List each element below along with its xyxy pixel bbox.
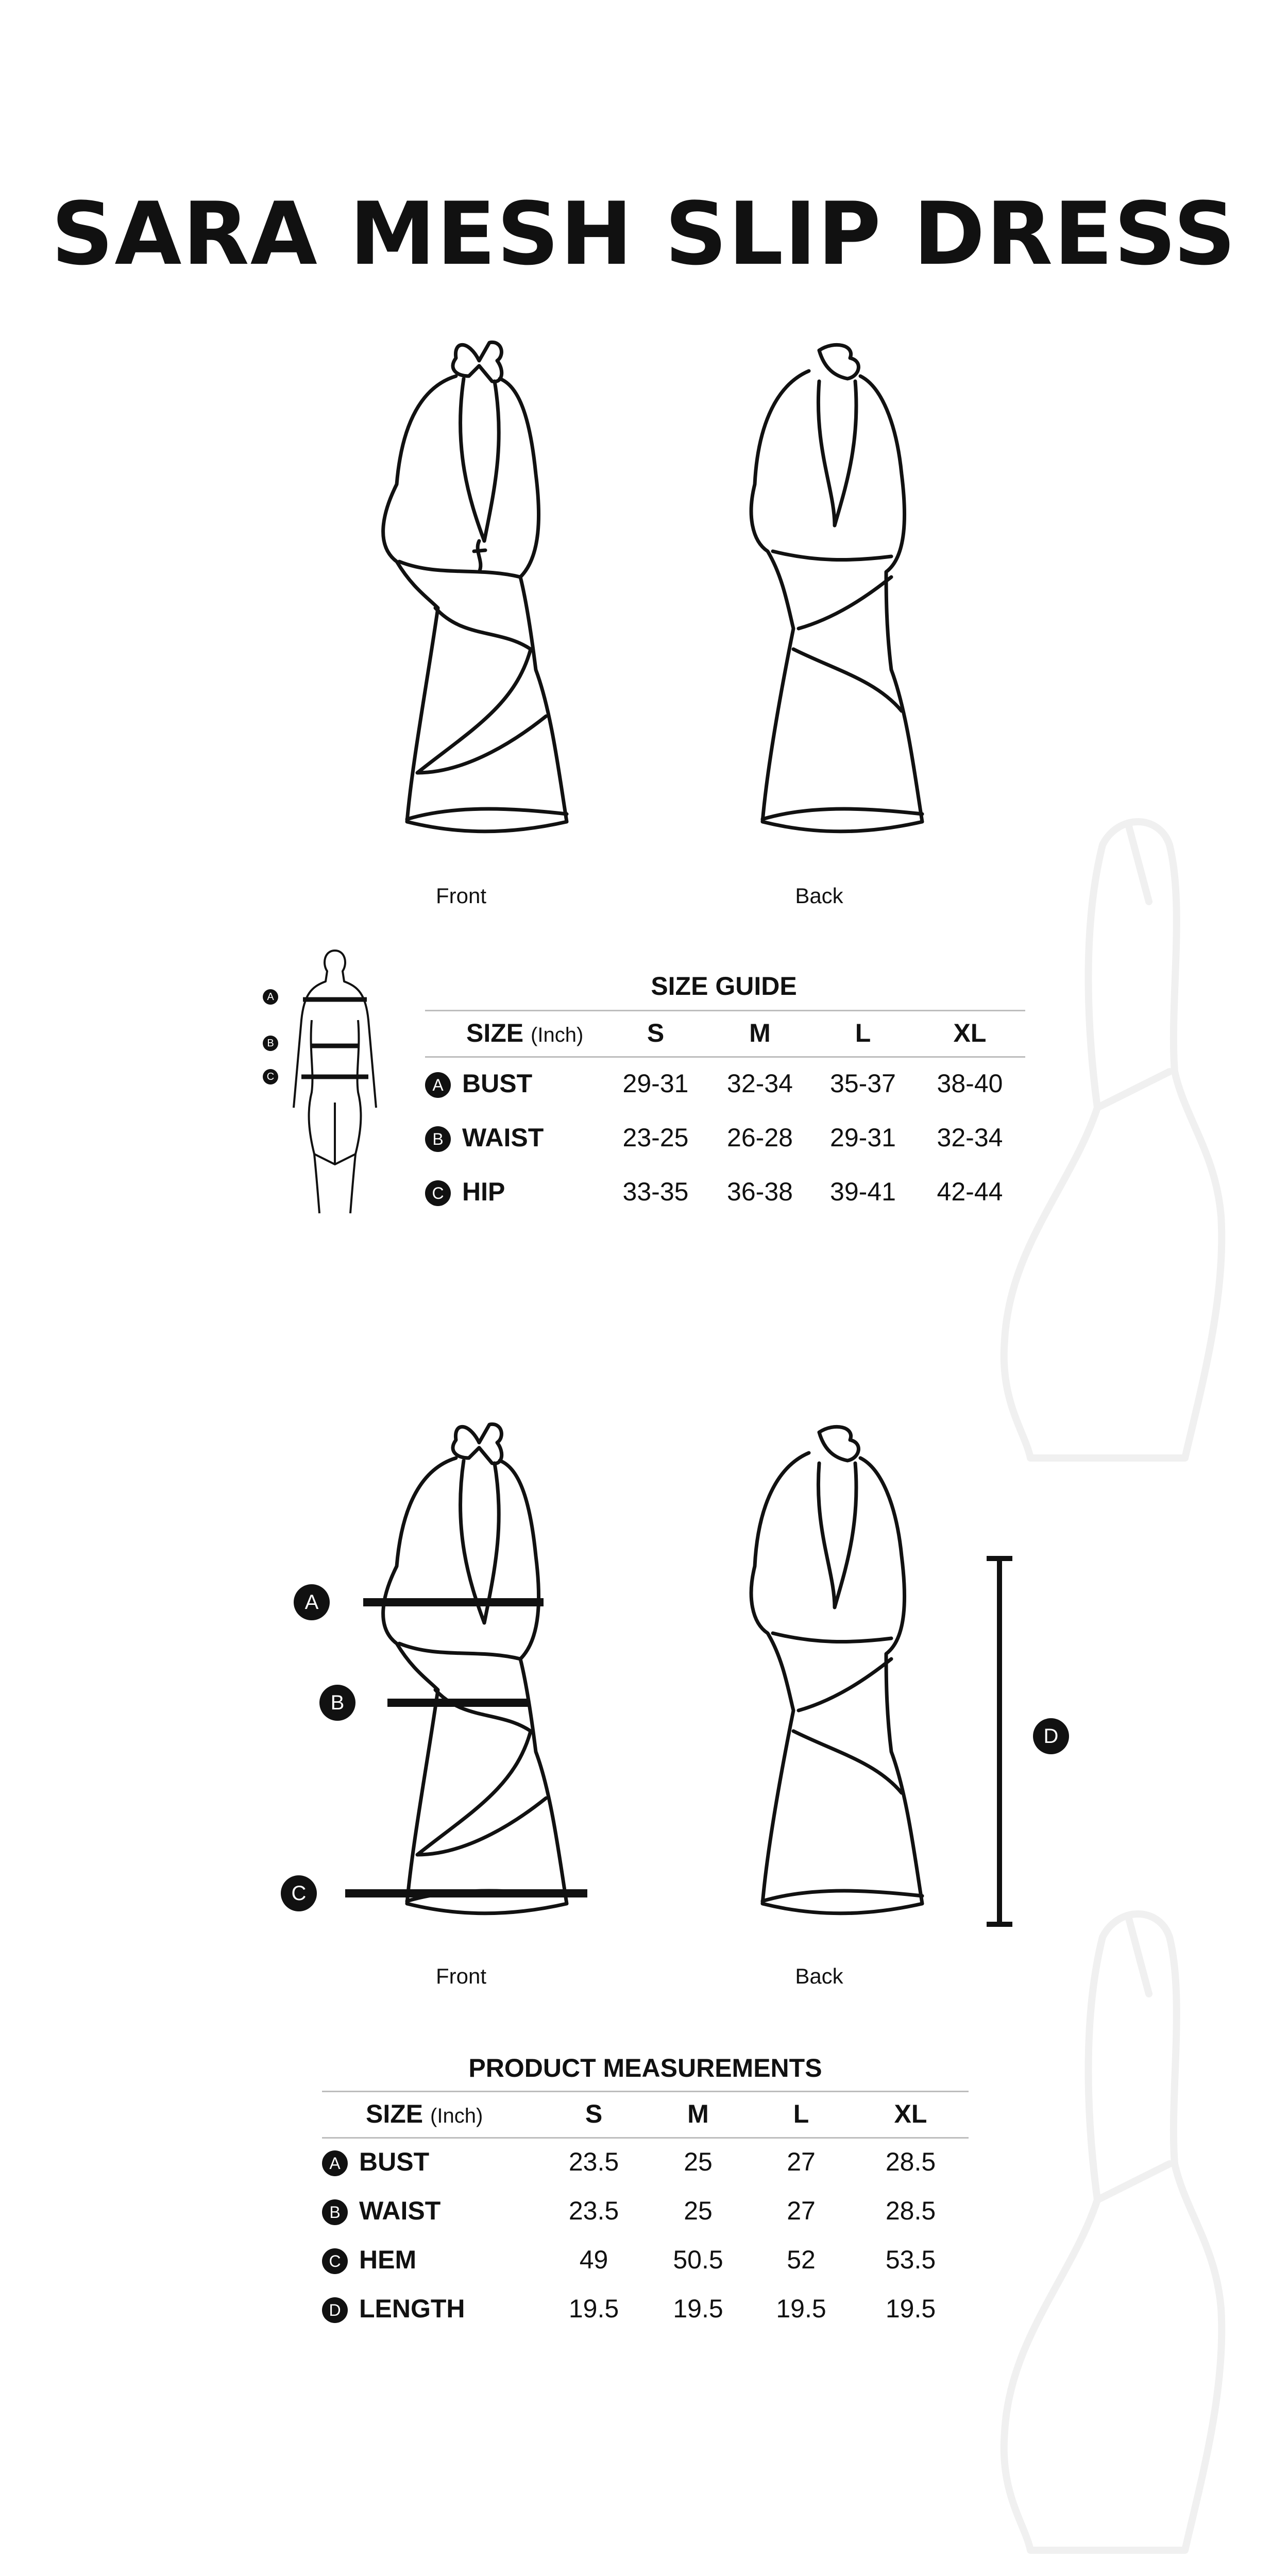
table-row [322, 2186, 969, 2235]
table-cell: 29-31 [830, 1123, 896, 1152]
table-cell: 28.5 [885, 2196, 936, 2225]
table-cell: 25 [684, 2196, 713, 2225]
table-cell: 19.5 [776, 2294, 826, 2323]
table-cell: 25 [684, 2147, 713, 2176]
table-row [322, 2284, 969, 2333]
row-label: BUST [462, 1069, 533, 1098]
row-label: WAIST [462, 1123, 544, 1152]
dress-front-icon [325, 1401, 634, 1917]
figure-marker-a: A [263, 989, 278, 1005]
table-cell: 33-35 [622, 1177, 689, 1206]
table-cell: 23-25 [622, 1123, 689, 1152]
measure-marker-a: A [294, 1584, 330, 1620]
product-unit: (Inch) [430, 2105, 483, 2127]
measure-marker-d: D [1033, 1718, 1069, 1754]
size-guide-col-xl: XL [953, 1019, 987, 1047]
table-row [425, 1164, 1025, 1218]
size-guide-col-m: M [749, 1019, 771, 1047]
table-cell: 36-38 [727, 1177, 793, 1206]
row-label: HIP [462, 1177, 505, 1206]
caption-front: Front [435, 1964, 487, 1988]
bullet-c: C [322, 2248, 348, 2274]
row-label: LENGTH [359, 2294, 465, 2323]
dress-back-icon [680, 319, 989, 835]
dress-back-icon [680, 1401, 989, 1917]
caption-back: Back [795, 884, 843, 908]
size-guide-size-label: SIZE [466, 1019, 524, 1047]
bullet-d: D [322, 2297, 348, 2323]
size-guide-col-s: S [647, 1019, 665, 1047]
product-col-xl: XL [894, 2099, 927, 2128]
measure-marker-b: B [319, 1685, 355, 1721]
product-measurements-table [322, 2091, 969, 2333]
table-cell: 53.5 [885, 2245, 936, 2274]
row-label: HEM [359, 2245, 417, 2274]
bullet-a: A [322, 2150, 348, 2176]
body-figure-icon [263, 948, 407, 1216]
table-cell: 23.5 [568, 2147, 619, 2176]
table-cell: 19.5 [568, 2294, 619, 2323]
table-cell: 38-40 [937, 1069, 1003, 1098]
table-cell: 19.5 [885, 2294, 936, 2323]
table-cell: 29-31 [622, 1069, 689, 1098]
table-row [322, 2235, 969, 2284]
table-cell: 39-41 [830, 1177, 896, 1206]
table-row [425, 1056, 1025, 1110]
product-col-l: L [793, 2099, 809, 2128]
table-cell: 35-37 [830, 1069, 896, 1098]
dress-front-icon [325, 319, 634, 835]
product-measurements-title: PRODUCT MEASUREMENTS [468, 2054, 822, 2082]
bullet-a: A [425, 1072, 451, 1098]
bullet-b: B [425, 1126, 451, 1152]
table-cell: 19.5 [673, 2294, 723, 2323]
row-label: WAIST [359, 2196, 441, 2225]
table-row [425, 1110, 1025, 1164]
bullet-b: B [322, 2199, 348, 2225]
bullet-c: C [425, 1180, 451, 1206]
product-col-s: S [585, 2099, 603, 2128]
measure-marker-c: C [281, 1875, 317, 1911]
size-guide-unit: (Inch) [531, 1024, 584, 1046]
table-cell: 23.5 [568, 2196, 619, 2225]
table-cell: 28.5 [885, 2147, 936, 2176]
size-guide-table [425, 1010, 1025, 1218]
figure-marker-c: C [263, 1069, 278, 1084]
product-size-label: SIZE [366, 2099, 423, 2128]
table-cell: 32-34 [727, 1069, 793, 1098]
table-cell: 49 [579, 2245, 608, 2274]
row-label: BUST [359, 2147, 430, 2176]
table-cell: 52 [787, 2245, 816, 2274]
page-title: SARA MESH SLIP DRESS [51, 183, 1237, 284]
caption-front: Front [435, 884, 487, 908]
table-cell: 26-28 [727, 1123, 793, 1152]
product-col-m: M [687, 2099, 709, 2128]
caption-back: Back [795, 1964, 843, 1988]
table-cell: 42-44 [937, 1177, 1003, 1206]
table-cell: 50.5 [673, 2245, 723, 2274]
table-cell: 27 [787, 2196, 816, 2225]
figure-marker-b: B [263, 1036, 278, 1051]
length-measure-line [984, 1556, 1015, 1927]
size-guide-title: SIZE GUIDE [651, 972, 797, 1001]
table-cell: 32-34 [937, 1123, 1003, 1152]
table-cell: 27 [787, 2147, 816, 2176]
size-guide-col-l: L [855, 1019, 871, 1047]
table-row [322, 2137, 969, 2186]
